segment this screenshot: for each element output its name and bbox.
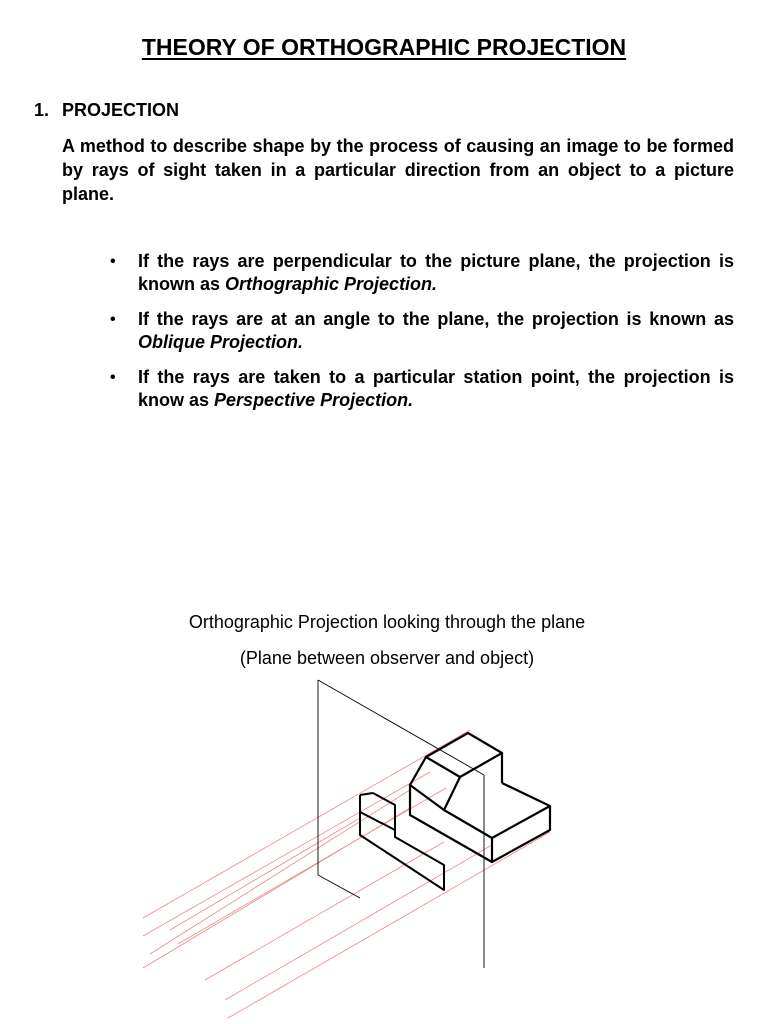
projection-rays <box>143 730 550 1018</box>
bullet-term: Oblique Projection. <box>138 332 304 352</box>
bullet-symbol: • <box>110 253 116 270</box>
figure-caption-line1: Orthographic Projection looking through the plane <box>188 612 586 632</box>
bullet-text: If the rays are taken to a particular station point, the projection is know as <box>138 367 734 410</box>
plane-edge <box>318 875 360 898</box>
picture-plane <box>318 680 484 968</box>
figure-caption-line2: (Plane between observer and object) <box>239 648 535 668</box>
ray-line <box>225 845 492 1000</box>
bullet-item-orthographic <box>110 250 734 296</box>
bullet-symbol: • <box>110 311 116 328</box>
object-slope <box>410 757 460 810</box>
ray-line <box>205 842 444 980</box>
ray-line <box>150 790 410 954</box>
plane-edge <box>318 680 484 775</box>
bullet-term: Orthographic Projection. <box>225 274 438 294</box>
bullet-term: Perspective Projection. <box>214 390 414 410</box>
object-base-top <box>444 783 550 838</box>
bullet-item-perspective <box>110 366 734 412</box>
bullet-text: If the rays are at an angle to the plane, the projection is known as <box>138 309 734 329</box>
bullet-text: If the rays are perpendicular to the picture plane, the projection is known as <box>138 251 734 294</box>
section-number: 1. <box>34 100 50 120</box>
page-title: THEORY OF ORTHOGRAPHIC PROJECTION <box>141 34 627 60</box>
bullet-item-oblique <box>110 308 734 354</box>
projected-image <box>360 793 444 890</box>
projected-outline <box>360 793 444 890</box>
projected-edge <box>360 793 373 795</box>
section-heading: PROJECTION <box>62 100 180 120</box>
ray-line <box>143 772 430 936</box>
ray-line <box>143 730 470 918</box>
section-paragraph: A method to describe shape by the process of causing an image to be formed by rays of sight taken in a particular direction from an object to a picture plane. <box>62 136 734 204</box>
ray-line <box>170 818 360 930</box>
orthographic-projection-diagram <box>0 670 768 1024</box>
bullet-symbol: • <box>110 369 116 386</box>
projection-types-list <box>110 250 734 424</box>
object-top-face <box>426 733 502 777</box>
